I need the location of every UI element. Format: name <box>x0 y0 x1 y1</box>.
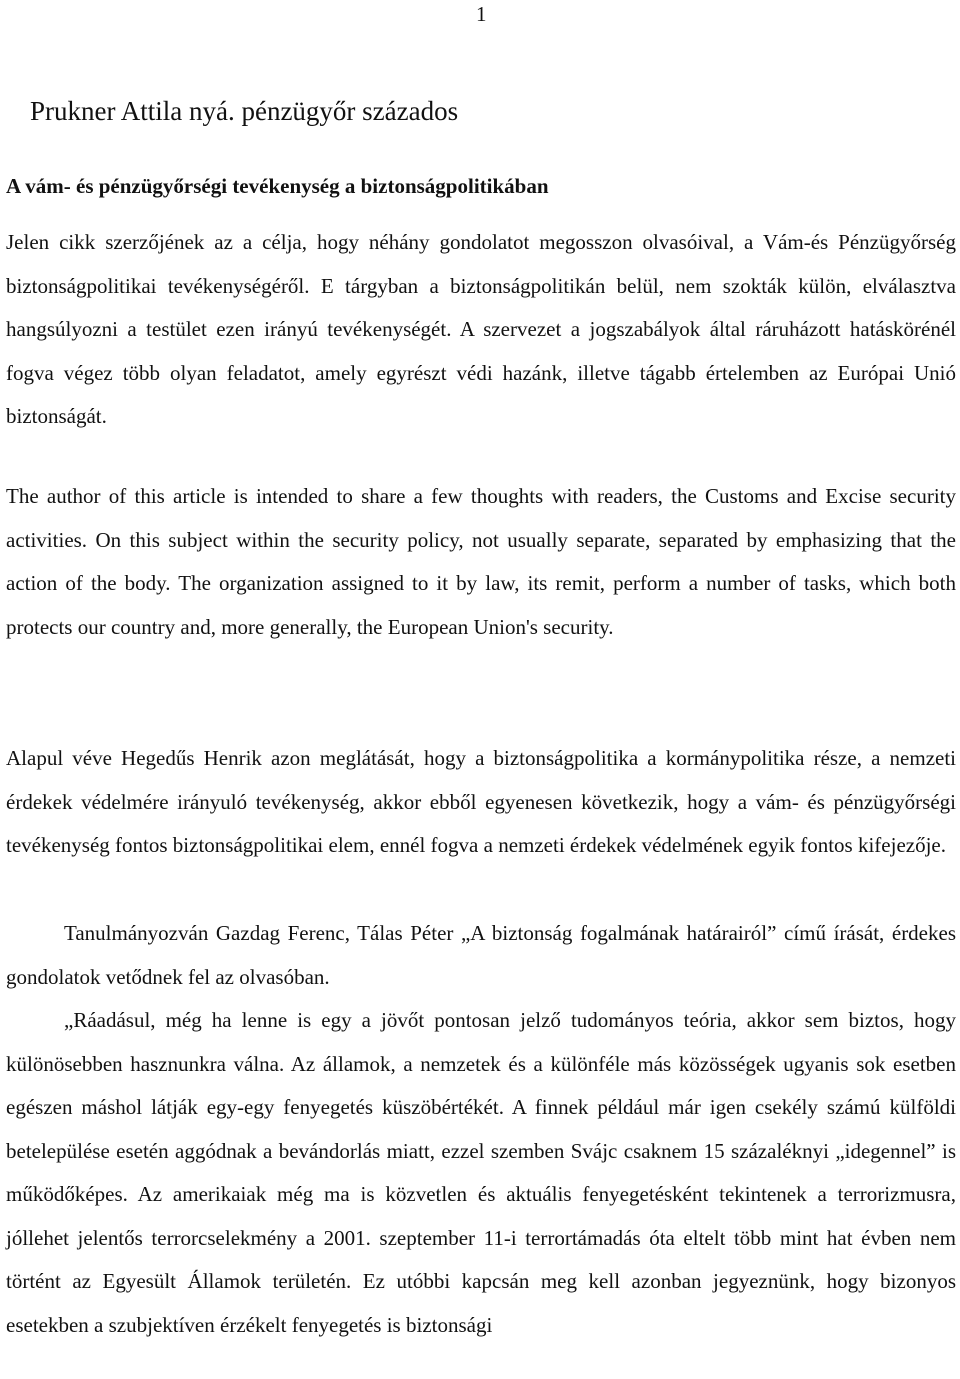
body-quote-paragraph: „Ráadásul, még ha lenne is egy a jövőt pontosan jelző tudományos teória, akkor sem biztos, hogy különösebben hasznunkra válna. Az államok, a nemzetek és a különféle más közösségek ugyanis sok esetben egészen máshol látják egy-egy fenyegetés küszöbértékét. A finnek például már igen csekély számú külföldi betelepülése esetén aggódnak a bevándorlás miatt, ezzel szemben Svájc csaknem 15 százaléknyi „idegennel” is működőképes. Az amerikaiak még ma is közvetlen és aktuális fenyegetésként tekintenek a terrorizmusra, jóllehet jelentős terrorcselekmény a 2001. szeptember 11-i terrortámadás óta eltelt több mint hat évben nem történt az Egyesült Államok területén. Ez utóbbi kapcsán meg kell azonban jegyeznünk, hogy bizonyos esetekben a szubjektíven érzékelt fenyegetés is biztonsági <box>6 1008 956 1337</box>
body-paragraph-2: Tanulmányozván Gazdag Ferenc, Tálas Péter „A biztonság fogalmának határairól” című írását, érdekes gondolatok vetődnek fel az olvasóban. <box>6 921 956 989</box>
abstract-hungarian: Jelen cikk szerzőjének az a célja, hogy néhány gondolatot megosszon olvasóival, a Vám-és Pénzügyőrség biztonságpolitikai tevékenységéről. E tárgyban a biztonságpolitikán belül, nem szokták külön, elválasztva hangsúlyozni a testület ezen irányú tevékenységét. A szervezet a jogszabályok által ráruházott hatáskörénél fogva végez több olyan feladatot, amely egyrészt védi hazánk, illetve tágabb értelemben az Európai Unió biztonságát. <box>6 230 956 428</box>
page-number: 1 <box>476 2 487 26</box>
article-title: A vám- és pénzügyőrségi tevékenység a biztonságpolitikában <box>6 174 549 198</box>
abstract-english: The author of this article is intended to share a few thoughts with readers, the Customs and Excise security activities. On this subject within the security policy, not usually separate, separated by emphasizing that the action of the body. The organization assigned to it by law, its remit, perform a number of tasks, which both protects our country and, more generally, the European Union's security. <box>6 484 956 639</box>
author-line: Prukner Attila nyá. pénzügyőr százados <box>30 96 459 126</box>
body-paragraph-1: Alapul véve Hegedűs Henrik azon meglátását, hogy a biztonságpolitika a kormánypolitika része, a nemzeti érdekek védelmére irányuló tevékenység, akkor ebből egyenesen következik, hogy a vám- és pénzügyőrségi tevékenység fontos biztonságpolitikai elem, ennél fogva a nemzeti érdekek védelmének egyik fontos kifejezője. <box>6 746 956 857</box>
